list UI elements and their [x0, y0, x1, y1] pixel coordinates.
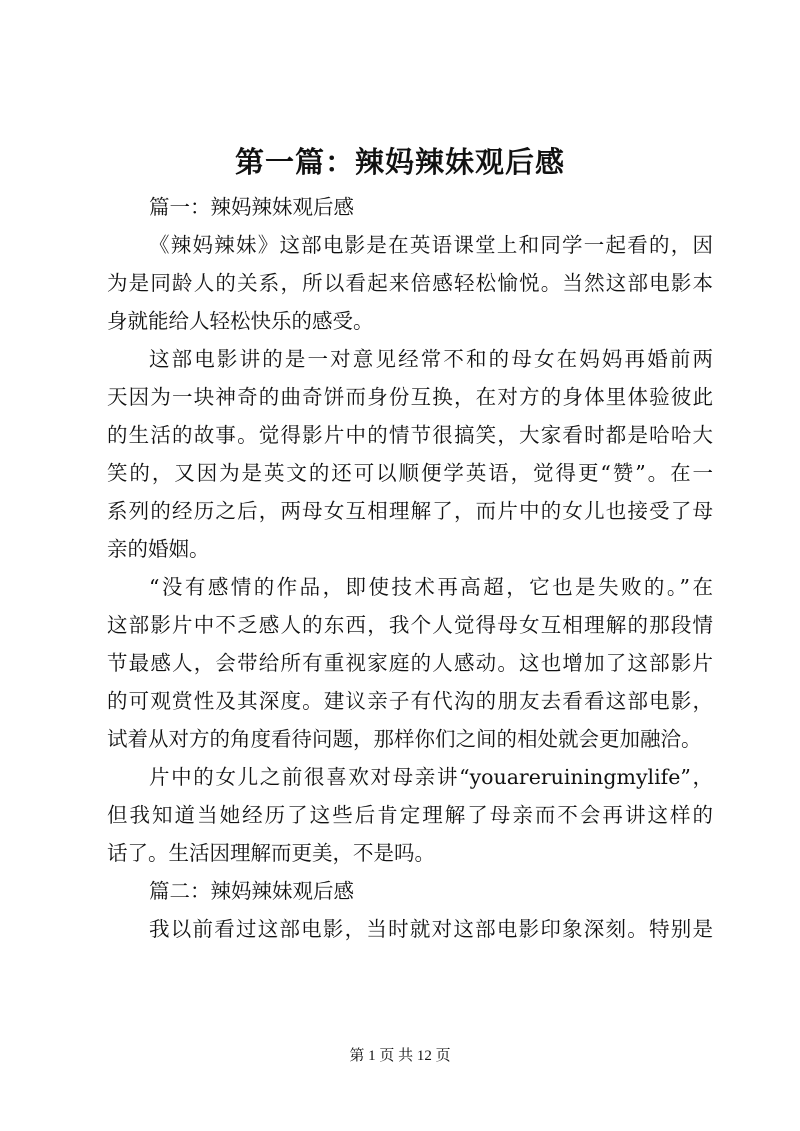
- text-line: 我以前看过这部电影，当时就对这部电影印象深刻。特别是: [149, 917, 713, 941]
- text-line: 笑的，又因为是英文的还可以顺便学英语，觉得更“赞”。在一: [107, 461, 713, 485]
- text-line: 这部影片中不乏感人的东西，我个人觉得母女互相理解的那段情: [107, 613, 713, 637]
- text-line: 亲的婚姻。: [107, 537, 210, 561]
- document-title: 第一篇：辣妈辣妹观后感: [234, 145, 565, 179]
- section-heading-1: 篇一：辣妈辣妹观后感: [149, 195, 354, 219]
- text-line: “没有感情的作品，即使技术再高超，它也是失败的。”在: [149, 575, 713, 599]
- text-line: 但我知道当她经历了这些后肯定理解了母亲而不会再讲这样的: [107, 803, 713, 827]
- text-line: 的生活的故事。觉得影片中的情节很搞笑，大家看时都是哈哈大: [107, 423, 713, 447]
- text-line: 系列的经历之后，两母女互相理解了，而片中的女儿也接受了母: [107, 499, 713, 523]
- page-footer: 第 1 页 共 12 页: [349, 1048, 451, 1064]
- text-line: 节最感人，会带给所有重视家庭的人感动。这也增加了这部影片: [107, 651, 713, 675]
- text-line: 片中的女儿之前很喜欢对母亲讲“youareruiningmylife”，: [149, 765, 713, 789]
- document-body: [107, 188, 713, 948]
- text-line: 话了。生活因理解而更美，不是吗。: [107, 841, 435, 865]
- section-heading-2: 篇二：辣妈辣妹观后感: [149, 879, 354, 903]
- text-line: 为是同龄人的关系，所以看起来倍感轻松愉悦。当然这部电影本: [107, 271, 713, 295]
- text-line: 的可观赏性及其深度。建议亲子有代沟的朋友去看看这部电影，: [107, 689, 713, 713]
- text-line: 《辣妈辣妹》这部电影是在英语课堂上和同学一起看的，因: [149, 233, 713, 257]
- text-line: 这部电影讲的是一对意见经常不和的母女在妈妈再婚前两: [149, 347, 713, 371]
- text-line: 天因为一块神奇的曲奇饼而身份互换，在对方的身体里体验彼此: [107, 385, 713, 409]
- text-line: 试着从对方的角度看待问题，那样你们之间的相处就会更加融洽。: [107, 727, 702, 751]
- text-line: 身就能给人轻松快乐的感受。: [107, 309, 374, 333]
